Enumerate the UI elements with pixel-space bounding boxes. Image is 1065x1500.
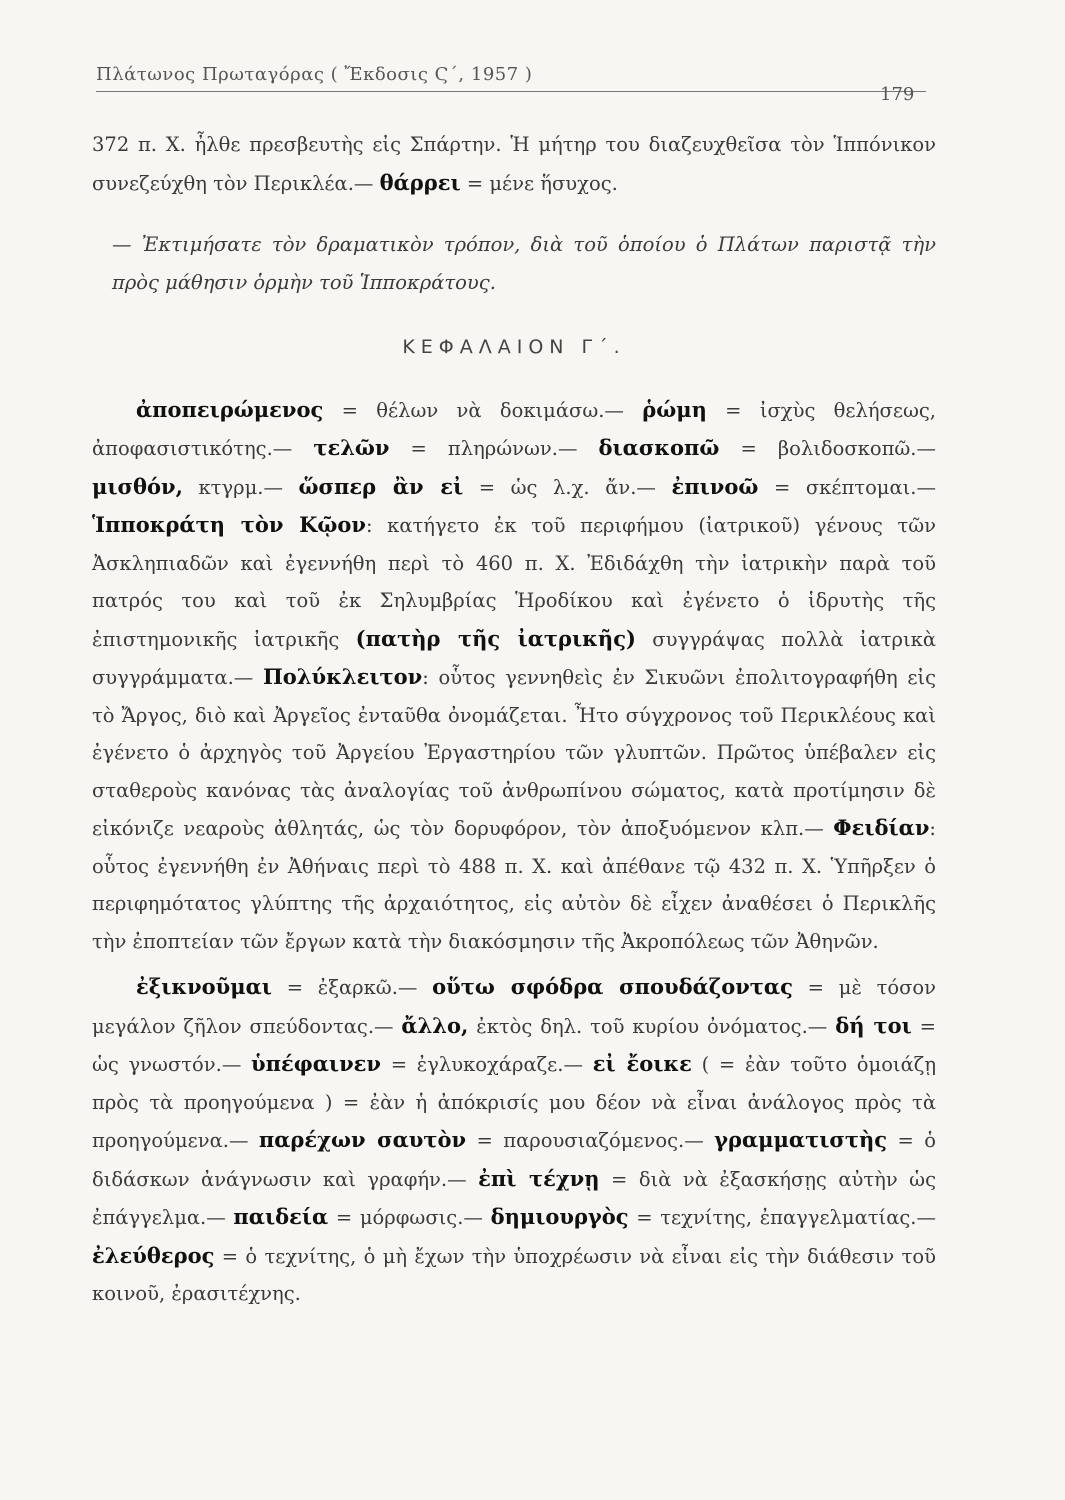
gloss-text: : οὗτος ἐγεννήθη ἐν Ἀθήναις περὶ τὸ 488 π. Χ. καὶ ἀπέθανε τῷ 432 π. Χ. Ὑπῆρξεν ὁ περιφημότατος γλύπτης τῆς ἀρχαιότητος, εἰς αὐτὸν δὲ εἶχεν ἀναθέσει ὁ Περικλῆς τὴν ἐποπτείαν τῶν ἔργων κατὰ τὴν διακόσμησιν τῆς Ἀκροπόλεως τῶν Ἀθηνῶν. xyxy=(92,817,936,953)
gloss-term: ἐλεύθερος xyxy=(92,1242,215,1268)
gloss-text: = τεχνίτης, ἐπαγγελματίας.— xyxy=(628,1206,936,1229)
gloss-term: ἐξικνοῦμαι xyxy=(136,974,272,999)
gloss-text: = βολιδοσκοπῶ.— xyxy=(719,437,937,460)
gloss-text: = ὁ τεχνίτης, ὁ μὴ ἔχων τὴν ὑποχρέωσιν νὰ εἶναι εἰς τὴν διάθεσιν τοῦ κοινοῦ, ἐρασιτέχνης. xyxy=(92,1244,936,1305)
gloss-term: παιδεία xyxy=(233,1204,329,1229)
gloss-text: = πληρώνων.— xyxy=(389,437,599,460)
gloss-term: Φειδίαν xyxy=(833,815,930,840)
gloss-term: ὥσπερ ἂν εἰ xyxy=(298,473,464,499)
gloss-text: = παρουσιαζόμενος.— xyxy=(466,1129,715,1152)
gloss-term: δή τοι xyxy=(835,1012,912,1038)
gloss-term: Ἱπποκράτη τὸν Κῷον xyxy=(92,512,366,537)
gloss-term: τελῶν xyxy=(313,435,390,460)
gloss-term: ἄλλο, xyxy=(401,1012,469,1038)
gloss-text: = σκέπτομαι.— xyxy=(758,475,936,499)
study-question: — Ἐκτιμήσατε τὸν δραματικὸν τρόπον, διὰ τοῦ ὁποίου ὁ Πλάτων παριστᾷ τὴν πρὸς μάθησιν ὁρμὴν τοῦ Ἱπποκράτους. xyxy=(112,233,936,294)
gloss-term: οὕτω σφόδρα σπουδάζοντας xyxy=(432,974,793,999)
gloss-term: διασκοπῶ xyxy=(598,435,720,460)
chapter-heading: ΚΕΦΑΛΑΙΟΝ Γ΄. xyxy=(402,336,626,358)
gloss-term: θάρρει xyxy=(379,169,461,195)
gloss-term: (πατὴρ τῆς ἰατρικῆς) xyxy=(355,625,636,651)
gloss-term: ὑπέφαινεν xyxy=(251,1051,381,1076)
gloss-term: μισθόν, xyxy=(92,473,183,499)
gloss-term: ἀποπειρώμενος xyxy=(136,396,324,422)
gloss-text: = μόρφωσις.— xyxy=(328,1206,491,1229)
gloss-text: ἐκτὸς δηλ. τοῦ κυρίου ὀνόματος.— xyxy=(468,1014,836,1038)
intro-paragraph xyxy=(92,126,936,202)
gloss-text: συγγράψας πολλὰ ἰατρικὰ συγγράμματα.— xyxy=(92,627,937,689)
gloss-text: = θέλων νὰ δοκιμάσω.— xyxy=(323,398,643,422)
gloss-text: = ἐγλυκοχάραζε.— xyxy=(380,1053,593,1076)
gloss-text: = ὡς γνωστόν.— xyxy=(92,1014,936,1076)
gloss-term: ἐπινοῶ xyxy=(671,473,759,499)
gloss-text: = ὡς λ.χ. ἄν.— xyxy=(463,475,672,499)
gloss-paragraph xyxy=(92,391,936,961)
gloss-text: = μὲ τόσον μεγάλον ζῆλον σπεύδοντας.— xyxy=(92,976,937,1038)
gloss-text: = ἰσχὺς θελήσεως, ἀποφασιστικότης.— xyxy=(92,398,936,460)
intro-text: = μένε ἥσυχος. xyxy=(460,171,618,195)
gloss-term: ἐπὶ τέχνῃ xyxy=(478,1165,600,1191)
gloss-term: ῥώμη xyxy=(642,396,707,422)
gloss-term: Πολύκλειτον xyxy=(262,664,423,689)
running-title: Πλάτωνος Πρωταγόρας ( Ἔκδοσις Ϛ΄, 1957 ) xyxy=(96,64,926,92)
gloss-text: κτγρμ.— xyxy=(182,475,299,499)
intro-text: 372 π. Χ. ἦλθε πρεσβευτὴς εἰς Σπάρτην. Ἡ μήτηρ του διαζευχθεῖσα τὸν Ἱππόνικον συνεζεύχθη τὸν Περικλέα.— xyxy=(92,133,936,195)
gloss-term: δημιουργὸς xyxy=(490,1204,629,1229)
page-body xyxy=(92,126,936,1313)
gloss-text: : κατήγετο ἐκ τοῦ περιφήμου (ἰατρικοῦ) γένους τῶν Ἀσκληπιαδῶν καὶ ἐγεννήθη περὶ τὸ 460 π. Χ. Ἐδιδάχθη τὴν ἰατρικὴν παρὰ τοῦ πατρός του καὶ τοῦ ἐκ Σηλυμβρίας Ἡροδίκου καὶ ἐγένετο ὁ ἱδρυτὴς τῆς ἐπιστημονικῆς ἰατρικῆς xyxy=(92,514,936,651)
gloss-term: εἰ ἔοικε xyxy=(592,1051,692,1076)
gloss-text: ( = ἐὰν τοῦτο ὁμοιάζῃ πρὸς τὰ προηγούμενα ) = ἐὰν ἡ ἀπόκρισίς μου δέον νὰ εἶναι ἀνάλογος πρὸς τὰ προηγούμενα.— xyxy=(92,1053,937,1152)
gloss-text: : οὗτος γεννηθεὶς ἐν Σικυῶνι ἐπολιτογραφήθη εἰς τὸ Ἄργος, διὸ καὶ Ἀργεῖος ἐνταῦθα ὀνομάζεται. Ἦτο σύγχρονος τοῦ Περικλέους καὶ ἐγένετο ὁ ἀρχηγὸς τοῦ Ἀργείου Ἐργαστηρίου τῶν γλυπτῶν. Πρῶτος ὑπέβαλεν εἰς σταθεροὺς κανόνας τὰς ἀναλογίας τοῦ ἀνθρωπίνου σώματος, κατὰ προτίμησιν δὲ εἰκόνιζε νεαροὺς ἀθλητάς, ὡς τὸν δορυφόρον, τὸν ἀποξυόμενον κλπ.— xyxy=(92,666,936,840)
gloss-term: γραμματιστὴς xyxy=(714,1127,888,1152)
gloss-paragraph xyxy=(92,968,936,1313)
gloss-text: = διὰ νὰ ἐξασκήσῃς αὐτὴν ὡς ἐπάγγελμα.— xyxy=(92,1167,936,1229)
gloss-text: = ὁ διδάσκων ἀνάγνωσιν καὶ γραφήν.— xyxy=(92,1129,936,1191)
gloss-term: παρέχων σαυτὸν xyxy=(258,1127,467,1152)
gloss-text: = ἐξαρκῶ.— xyxy=(271,976,433,999)
page-number: 179 xyxy=(880,84,915,105)
